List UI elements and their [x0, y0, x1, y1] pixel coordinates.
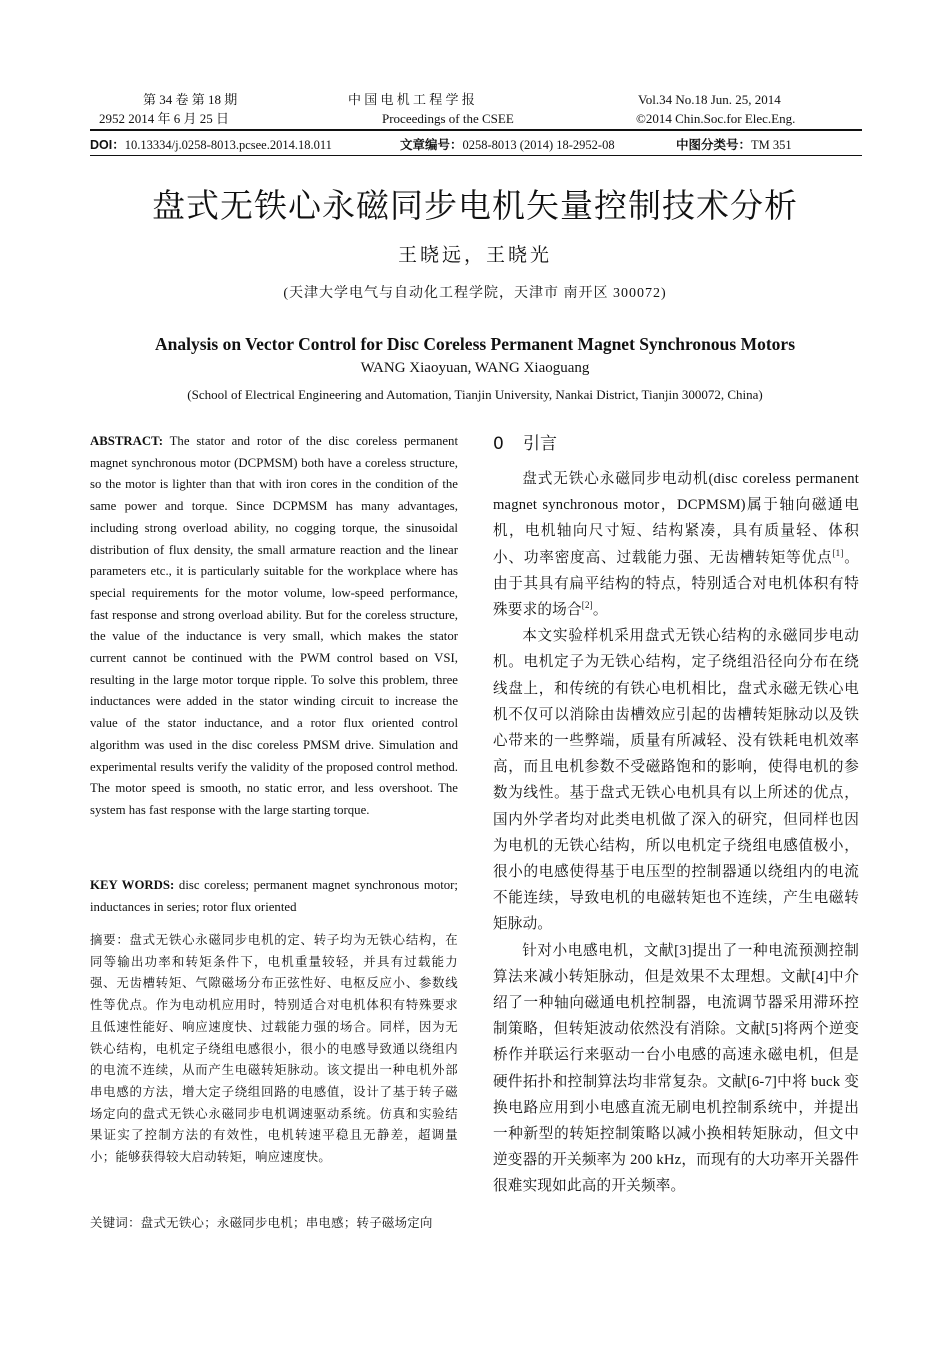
abstract-en: ABSTRACT: The stator and rotor of the disc coreless permanent magnet synchronous motor (DCPMSM) both have a coreless structure, so the motor is lighter than that with iron cores in the condition of the same power and torque. Since DCPMSM has many advantages, including strong overload ability, no cogging torque, the sinusoidal distribution of flux density, the small armature reaction and the linear parameters etc., it is particularly suitable for the workplace where has special requirements for the motor volume, low-speed performance, fast response and strong overload ability. But for the coreless structure, the value of the inductance is very small, which makes the stator current cannot be continued with the PWM control based on VSI, resulting in the large motor torque ripple. To solve this problem, three inductances were added in the stator winding circuit to increase the value of the stator inductance, and a rotor flux oriented control algorithm was used in the disc coreless PMSM drive. Simulation and experimental results verify the validity of the proposed control method. The motor speed is smooth, no static error, and less overshoot. The system has fast response with the large starting torque.	[90, 434, 458, 817]
classification-number: 中图分类号：TM 351	[676, 138, 792, 152]
citation-2[interactable]: [2]	[581, 600, 593, 611]
paragraph-2: 本文实验样机采用盘式无铁心结构的永磁同步电动机。电机定子为无铁心结构，定子绕组沿径向分布在绕线盘上，和传统的有铁心电机相比，盘式永磁无铁心电机不仅可以消除由齿槽效应引起的齿槽转矩脉动以及铁心带来的一些弊端，质量有所减轻、没有铁耗电机效率高，而且电机参数不受磁路饱和的影响，使得电机的参数为线性。基于盘式无铁心电机具有以上所述的优点，国内外学者均对此类电机做了深入的研究，但同样也因为电机的无铁心结构，所以电机定子绕组电感值极小，很小的电感使得基于电压型的控制器通以绕组内的电流不能连续，导致电机的电磁转矩也不连续，产生电磁转矩脉动。	[493, 628, 859, 933]
authors-en: WANG Xiaoyuan, WANG Xiaoguang	[360, 360, 590, 376]
affiliation-en: (School of Electrical Engineering and Automation, Tianjin University, Nankai District, Tianjin 300072, China)	[187, 387, 763, 402]
title-cn: 盘式无铁心永磁同步电机矢量控制技术分析	[152, 186, 798, 225]
section-heading: 0 引言	[493, 434, 557, 454]
volume-date-en: Vol.34 No.18 Jun. 25, 2014	[638, 92, 781, 107]
affiliation-cn: (天津大学电气与自动化工程学院，天津市 南开区 300072)	[283, 286, 667, 301]
abstract-cn: 摘要：盘式无铁心永磁同步电机的定、转子均为无铁心结构，在同等输出功率和转矩条件下，电机重量较轻，并具有过载能力强、无齿槽转矩、气隙磁场分布正弦性好、电枢反应小、参数线性等优点。作为电动机应用时，特别适合对电机体积有特殊要求且低速性能好、响应速度快、过载能力强的场合。同样，因为无铁心结构，电机定子绕组电感很小，很小的电感导致通以绕组内的电流不连续，从而产生电磁转矩脉动。该文提出一种电机外部串电感的方法，增大定子绕组回路的电感值，设计了基于转子磁场定向的盘式无铁心永磁同步电机调速驱动系统。仿真和实验结果证实了控制方法的有效性，电机转速平稳且无静差，超调量小；能够获得较大启动转矩，响应速度快。	[90, 932, 458, 1165]
header-rule	[90, 129, 862, 131]
meta-rule	[90, 155, 862, 156]
keywords-cn: 关键词：盘式无铁心；永磁同步电机；串电感；转子磁场定向	[90, 1215, 433, 1230]
paragraph-1: 盘式无铁心永磁同步电动机(disc coreless permanent magnet synchronous motor，DCPMSM)属于轴向磁通电机，电机轴向尺寸短、结构紧凑，具有质量轻、体积小、功率密度高、过载能力强、无齿槽转矩等优点[1]。由于其具有扁平结构的特点，特别适合对电机体积有特殊要求的场合[2]。	[493, 471, 860, 619]
citation-1[interactable]: [1]	[832, 547, 844, 558]
body-text	[493, 466, 859, 1200]
paragraph-3: 针对小电感电机，文献[3]提出了一种电流预测控制算法来减小转矩脉动，但是效果不太理想。文献[4]中介绍了一种轴向磁通电机控制器，电流调节器采用滞环控制策略，但转矩波动依然没有消除。文献[5]将两个逆变桥作并联运行来驱动一台小电感的高速永磁电机，但是硬件拓扑和控制算法均非常复杂。文献[6-7]中将 buck 变换电路应用到小电感直流无刷电机控制系统中，并提出一种新型的转矩控制策略以减小换相转矩脉动，但文中逆变器的开关频率为 200 kHz，而现有的大功率开关器件很难实现如此高的开关频率。	[493, 942, 859, 1195]
title-en: Analysis on Vector Control for Disc Coreless Permanent Magnet Synchronous Motors	[154, 334, 796, 354]
authors-cn: 王晓远，王晓光	[397, 244, 552, 266]
volume-issue: 第 34 卷 第 18 期	[143, 92, 238, 107]
article-number: 文章编号：0258-8013 (2014) 18-2952-08	[400, 138, 615, 152]
copyright: ©2014 Chin.Soc.for Elec.Eng.	[636, 111, 796, 126]
page-date: 2952 2014 年 6 月 25 日	[99, 111, 230, 126]
doi: DOI：10.13334/j.0258-8013.pcsee.2014.18.011	[90, 138, 332, 152]
keywords-en: KEY WORDS: disc coreless; permanent magnet synchronous motor; inductances in series; rotor flux oriented	[90, 878, 458, 914]
journal-name-en: Proceedings of the CSEE	[382, 111, 514, 126]
journal-name-cn: 中 国 电 机 工 程 学 报	[348, 92, 475, 107]
